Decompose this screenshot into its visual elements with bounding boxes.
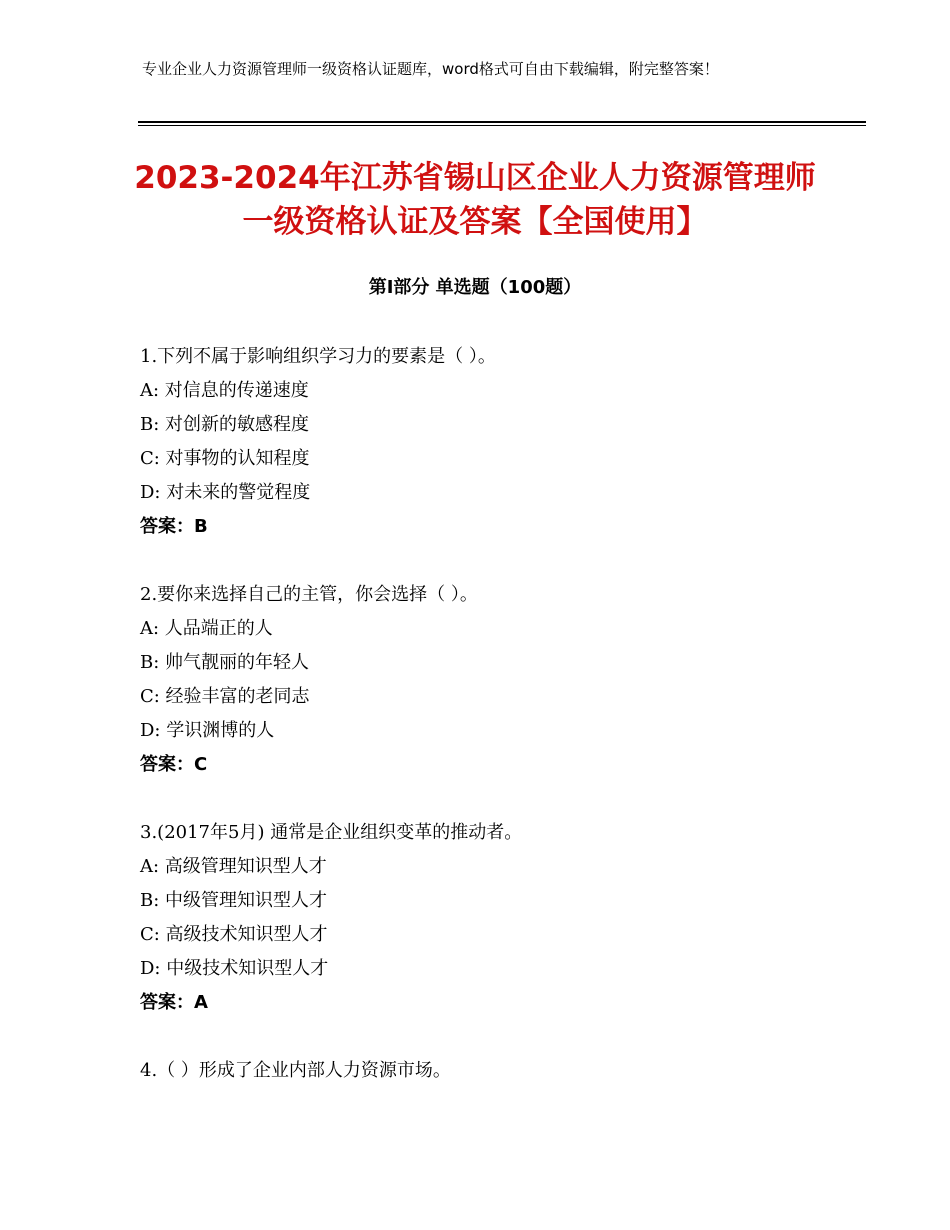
question-4 [140, 1054, 840, 1088]
option-b: B: 帅气靓丽的年轻人 [140, 652, 310, 673]
option-b: B: 对创新的敏感程度 [140, 414, 310, 435]
option-b: B: 中级管理知识型人才 [140, 890, 328, 911]
question-stem: 2.要你来选择自己的主管，你会选择（ ）。 [140, 584, 478, 605]
option-c: C: 经验丰富的老同志 [140, 686, 310, 707]
question-spacer [140, 1020, 840, 1054]
question-stem: 1.下列不属于影响组织学习力的要素是（ ）。 [140, 346, 496, 367]
option-a: A: 对信息的传递速度 [140, 380, 309, 401]
document-title: 2023-2024年江苏省锡山区企业人力资源管理师一级资格认证及答案【全国使用】 [134, 160, 816, 240]
question-spacer [140, 544, 840, 578]
option-d: D: 对未来的警觉程度 [140, 482, 311, 503]
option-c: C: 对事物的认知程度 [140, 448, 310, 469]
question-spacer [140, 782, 840, 816]
question-stem: 3.(2017年5月) 通常是企业组织变革的推动者。 [140, 822, 523, 843]
header-rule-thin [138, 125, 866, 126]
answer-line: 答案：B [140, 516, 208, 537]
answer-line: 答案：A [140, 992, 208, 1013]
question-list [140, 340, 840, 1088]
question-stem: 4.（ ）形成了企业内部人力资源市场。 [140, 1060, 451, 1081]
option-d: D: 学识渊博的人 [140, 720, 275, 741]
question-2 [140, 578, 840, 816]
answer-line: 答案：C [140, 754, 208, 775]
section-heading: 第Ⅰ部分 单选题（100题） [368, 277, 582, 298]
option-d: D: 中级技术知识型人才 [140, 958, 329, 979]
option-c: C: 高级技术知识型人才 [140, 924, 328, 945]
option-a: A: 人品端正的人 [140, 618, 273, 639]
header-rule-thick [138, 121, 866, 123]
question-3 [140, 816, 840, 1054]
header-note: 专业企业人力资源管理师一级资格认证题库，word格式可自由下载编辑，附完整答案！ [142, 60, 719, 78]
option-a: A: 高级管理知识型人才 [140, 856, 327, 877]
question-1 [140, 340, 840, 578]
